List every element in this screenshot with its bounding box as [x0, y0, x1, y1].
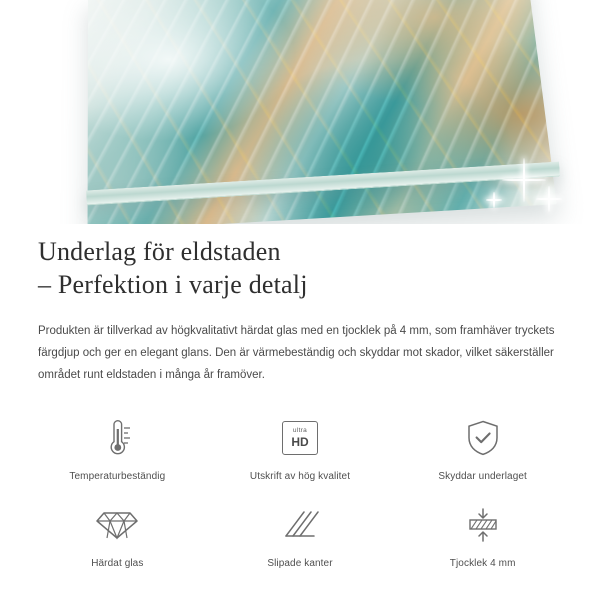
content-section: [0, 224, 600, 569]
page-title-line-2: – Perfektion i varje detalj: [38, 269, 308, 299]
feature-item-thickness: [391, 496, 574, 569]
thermometer-icon: [94, 415, 140, 461]
feature-grid: [0, 409, 600, 569]
diamond-icon: [94, 502, 140, 548]
feature-item-protection: [391, 409, 574, 482]
ultra-hd-icon: [277, 415, 323, 461]
feature-label: Härdat glas: [91, 557, 144, 569]
feature-item-polished-edges: [209, 496, 392, 569]
thickness-icon: [460, 502, 506, 548]
feature-label: Temperaturbeständig: [69, 470, 166, 482]
ultra-hd-badge-small: ultra: [292, 427, 308, 435]
feature-item-print-quality: [209, 409, 392, 482]
feature-item-tempered-glass: [26, 496, 209, 569]
page-title-line-1: Underlag för eldstaden: [38, 237, 281, 266]
polished-edges-icon: [277, 502, 323, 548]
feature-label: Skyddar underlaget: [438, 470, 527, 482]
feature-label: Tjocklek 4 mm: [449, 557, 516, 569]
ultra-hd-badge-big: HD: [291, 434, 309, 449]
hero-image: [0, 0, 600, 224]
feature-label: Utskrift av hög kvalitet: [249, 470, 351, 482]
page-title: [0, 224, 600, 302]
feature-item-temperature: [26, 409, 209, 482]
shield-check-icon: [460, 415, 506, 461]
intro-paragraph: Produkten är tillverkad av högkvalitativt härdat glas med en tjocklek på 4 mm, som framhäver tryckets färgdjup och ger en elegant glans. Den är värmebeständig och skyddar mot skador, vilket säkerställer området runt eldstaden i många år framöver.: [38, 324, 555, 382]
feature-label: Slipade kanter: [267, 557, 333, 569]
